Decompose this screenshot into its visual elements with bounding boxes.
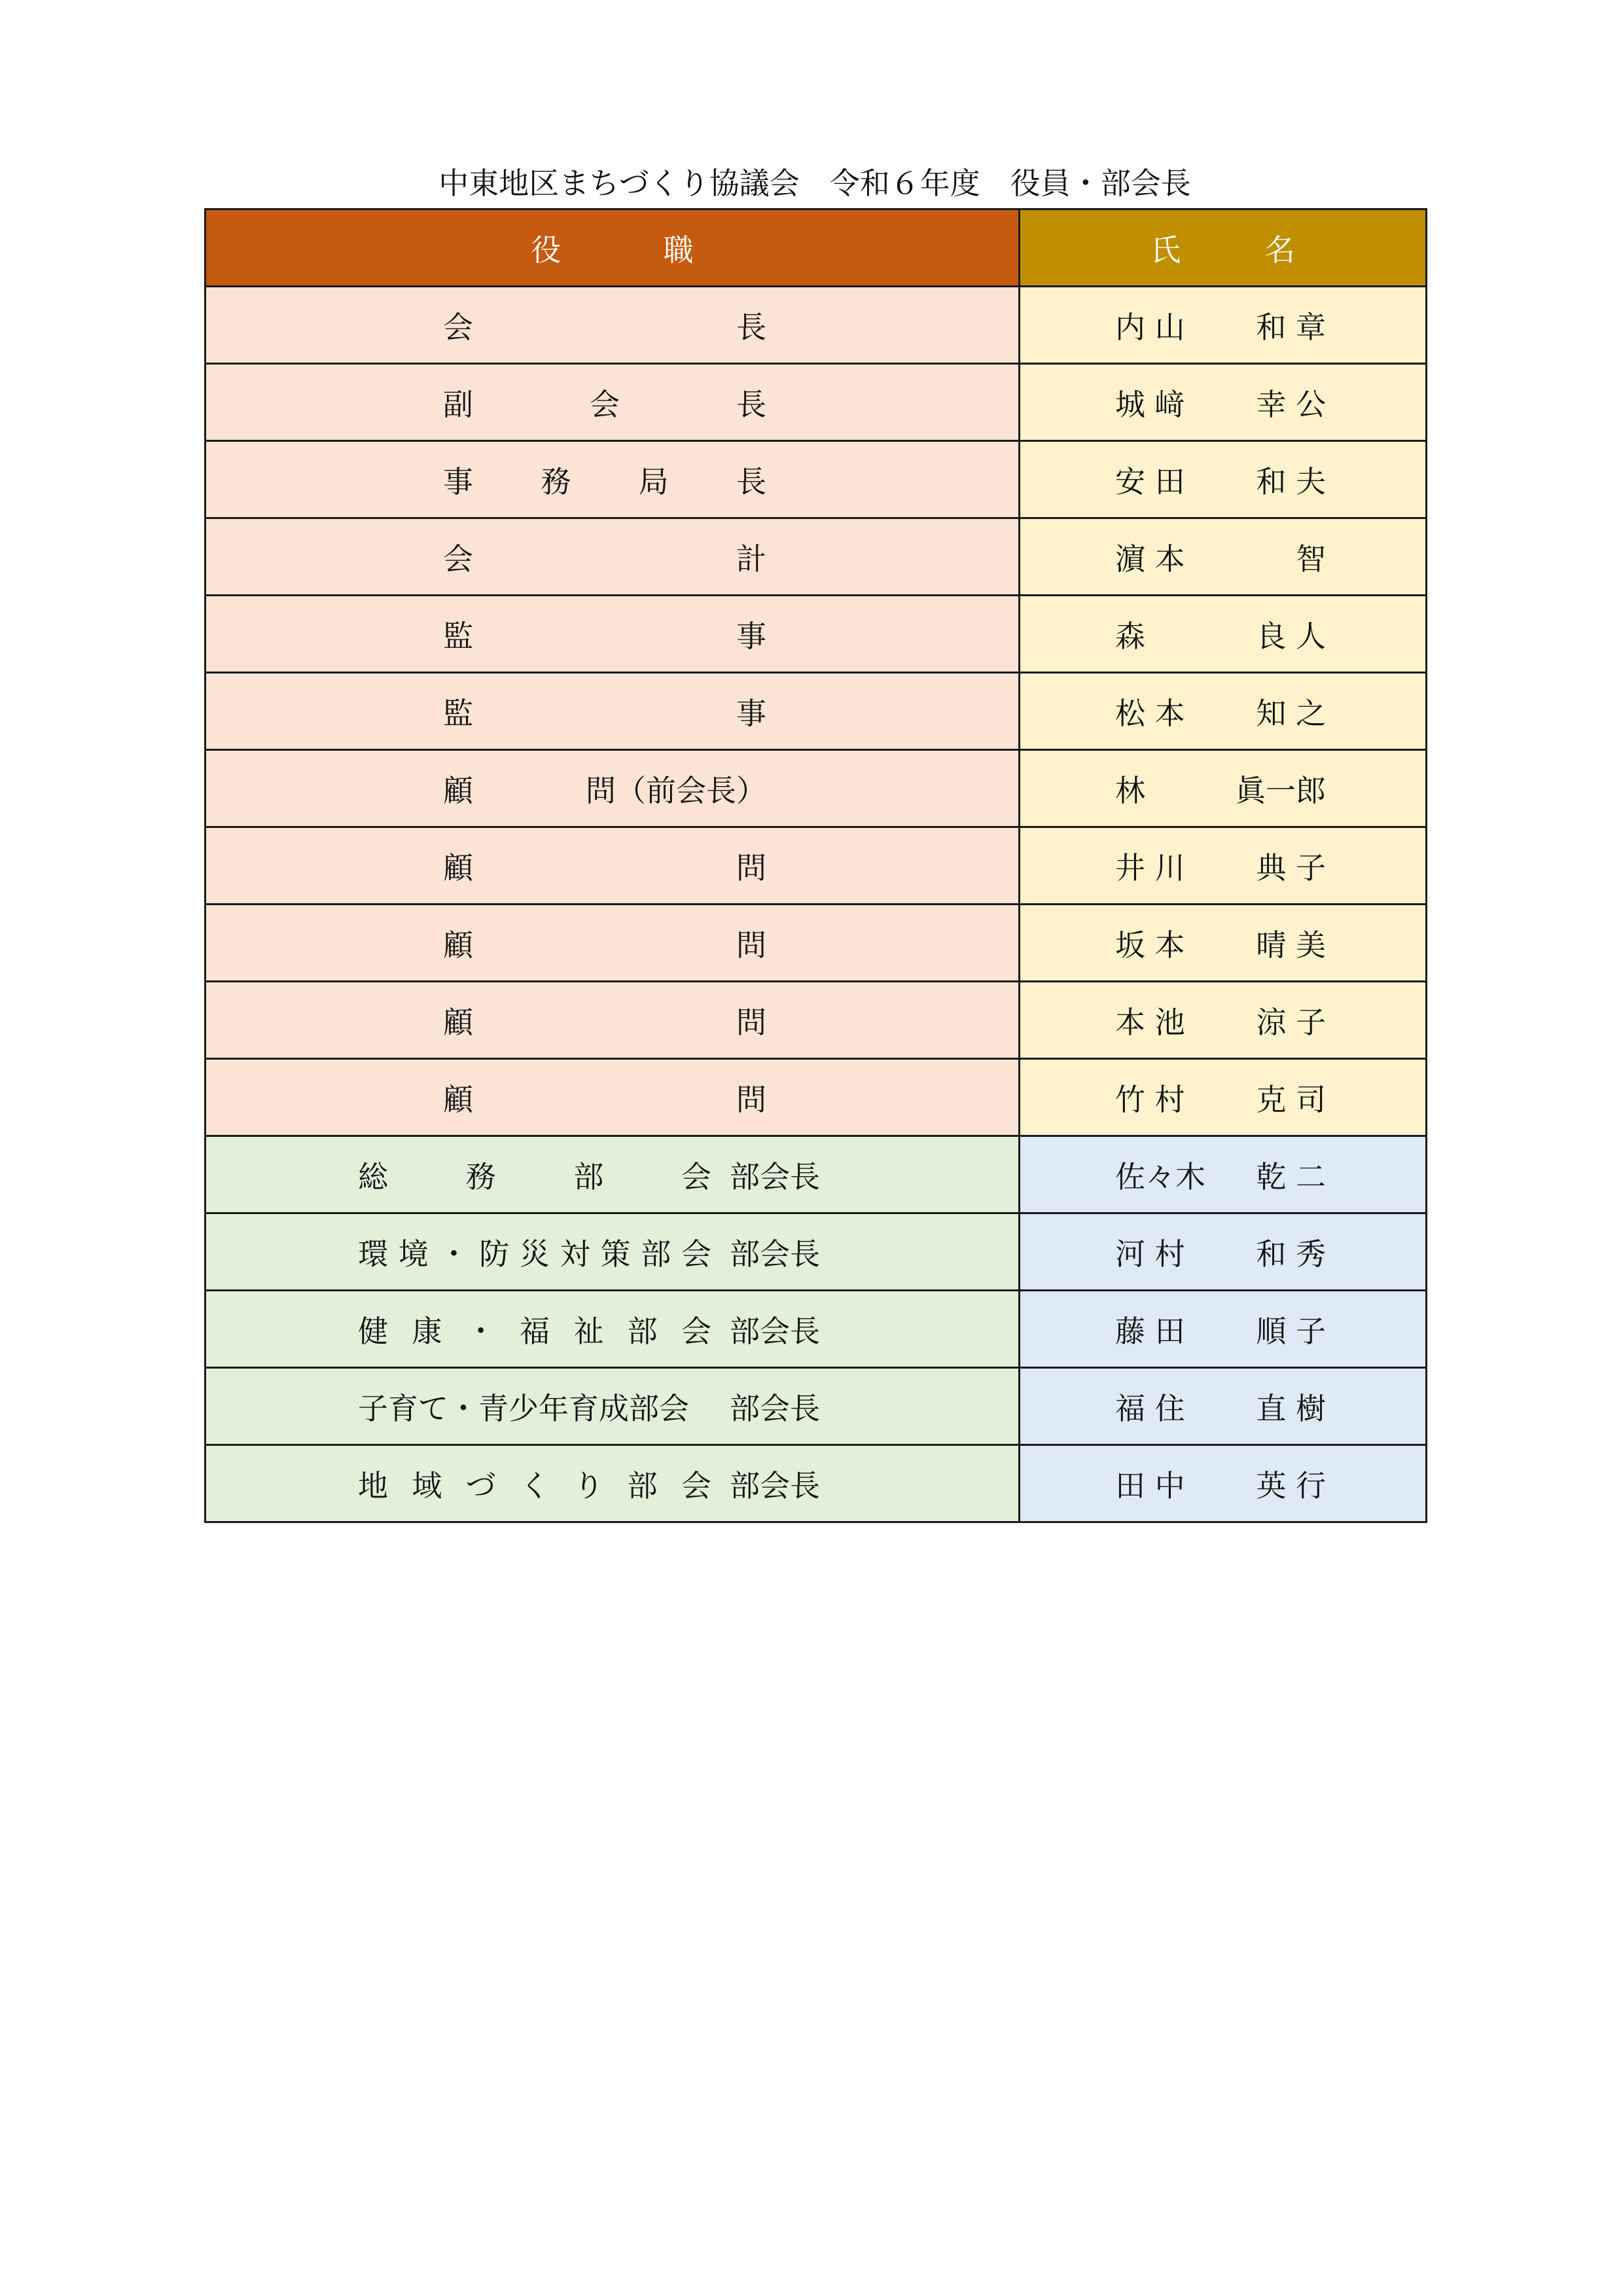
department-character: 会 xyxy=(681,1158,711,1194)
given-name: 克 司 xyxy=(1256,1081,1326,1117)
family-name: 田 中 xyxy=(1115,1467,1185,1503)
given-name: 典 子 xyxy=(1256,850,1326,886)
title-character: 局 xyxy=(638,463,669,499)
department-name xyxy=(358,1137,711,1212)
title-character: 副 xyxy=(443,386,473,422)
officer-title-cell xyxy=(205,905,1020,982)
department-character: 地 xyxy=(358,1467,388,1503)
officer-title-cell xyxy=(205,982,1020,1059)
officer-row xyxy=(205,827,1427,905)
department-character: 防 xyxy=(479,1236,510,1272)
title-container xyxy=(206,828,1018,903)
title-characters xyxy=(443,287,766,363)
department-character: 部 xyxy=(573,1158,604,1194)
title-character: 監 xyxy=(443,618,473,654)
title-character: 問 xyxy=(736,850,766,886)
title-container xyxy=(206,1446,1018,1521)
given-name: 和 秀 xyxy=(1256,1236,1326,1272)
department-character: 境 xyxy=(398,1236,429,1272)
department-character: 部 xyxy=(627,1313,658,1349)
name-container xyxy=(1020,828,1425,903)
department-name-cell xyxy=(1020,1445,1427,1522)
department-title-cell xyxy=(205,1291,1020,1368)
family-name: 竹 村 xyxy=(1115,1081,1185,1117)
officer-name-cell xyxy=(1020,364,1427,441)
name-container xyxy=(1020,751,1425,826)
title-character: 事 xyxy=(736,618,766,654)
title-character: 顧 xyxy=(443,927,473,963)
department-name-cell xyxy=(1020,1291,1427,1368)
officer-title-cell xyxy=(205,364,1020,441)
officer-name-cell xyxy=(1020,982,1427,1059)
department-character: 務 xyxy=(465,1158,496,1194)
department-character: 総 xyxy=(358,1158,388,1194)
given-name: 晴 美 xyxy=(1256,927,1326,963)
title-container xyxy=(206,673,1018,749)
name-container xyxy=(1020,365,1425,440)
department-name-cell xyxy=(1020,1213,1427,1291)
department-character: 康 xyxy=(412,1313,442,1349)
department-name-cell xyxy=(1020,1368,1427,1445)
department-head-label: 部会長 xyxy=(730,1158,820,1194)
title-character: 問 xyxy=(736,927,766,963)
title-container xyxy=(206,365,1018,440)
given-name: 英 行 xyxy=(1256,1467,1326,1503)
officer-name-cell xyxy=(1020,750,1427,827)
title-character: 顧 xyxy=(443,850,473,886)
officer-row xyxy=(205,441,1427,518)
department-head-label: 部会長 xyxy=(730,1236,820,1272)
department-character: 会 xyxy=(681,1467,711,1503)
title-character: 計 xyxy=(736,541,766,577)
title-container xyxy=(206,519,1018,594)
title-character: 会 xyxy=(443,541,473,577)
name-container xyxy=(1020,1291,1425,1367)
header-title-label: 役 職 xyxy=(531,232,730,268)
title-container xyxy=(206,1060,1018,1135)
officer-row xyxy=(205,364,1427,441)
given-name: 智 xyxy=(1296,541,1326,577)
title-characters xyxy=(443,1060,766,1135)
officers-table xyxy=(204,208,1427,1523)
department-head-label: 部会長 xyxy=(730,1313,820,1349)
given-name: 和 夫 xyxy=(1256,463,1326,499)
department-character: 会 xyxy=(681,1236,711,1272)
title-characters xyxy=(443,751,766,826)
officer-name-cell xyxy=(1020,287,1427,364)
family-name: 松 本 xyxy=(1115,695,1185,731)
title-container xyxy=(206,905,1018,980)
name-container xyxy=(1020,673,1425,749)
title-characters xyxy=(443,905,766,980)
officer-title-cell xyxy=(205,596,1020,673)
title-characters xyxy=(443,673,766,749)
title-container xyxy=(206,596,1018,672)
department-character: 策 xyxy=(600,1236,631,1272)
title-characters xyxy=(443,596,766,672)
department-name xyxy=(358,1291,711,1367)
officer-row xyxy=(205,673,1427,750)
family-name: 林 xyxy=(1115,772,1145,808)
department-character: 部 xyxy=(641,1236,671,1272)
family-name: 森 xyxy=(1115,618,1145,654)
family-name: 河 村 xyxy=(1115,1236,1185,1272)
department-row xyxy=(205,1445,1427,1522)
department-character: ・ xyxy=(465,1313,496,1349)
title-container xyxy=(206,982,1018,1058)
title-character: 長 xyxy=(736,386,766,422)
department-character: 域 xyxy=(412,1467,442,1503)
department-character: 環 xyxy=(358,1236,388,1272)
title-characters xyxy=(443,365,766,440)
family-name: 城 﨑 xyxy=(1115,386,1185,422)
department-character: 会 xyxy=(681,1313,711,1349)
family-name: 福 住 xyxy=(1115,1390,1185,1426)
officer-name-cell xyxy=(1020,1059,1427,1136)
title-container xyxy=(206,442,1018,517)
given-name: 良 人 xyxy=(1256,618,1326,654)
department-character: り xyxy=(573,1467,604,1503)
family-name: 坂 本 xyxy=(1115,927,1185,963)
title-character: 務 xyxy=(541,463,571,499)
title-character: 顧 xyxy=(443,1081,473,1117)
title-container xyxy=(206,1369,1018,1444)
name-container xyxy=(1020,442,1425,517)
department-head-label: 部会長 xyxy=(730,1467,820,1503)
department-row xyxy=(205,1291,1427,1368)
department-name-cell xyxy=(1020,1136,1427,1213)
title-characters xyxy=(443,828,766,903)
given-name: 直 樹 xyxy=(1256,1390,1326,1426)
officer-title-cell xyxy=(205,673,1020,750)
officer-name-cell xyxy=(1020,905,1427,982)
department-head-label: 部会長 xyxy=(730,1390,820,1426)
department-character: 災 xyxy=(520,1236,550,1272)
family-name: 藤 田 xyxy=(1115,1313,1185,1349)
title-character: 会 xyxy=(590,386,620,422)
title-character: 顧 xyxy=(443,772,473,808)
department-character: 対 xyxy=(560,1236,590,1272)
department-title-cell xyxy=(205,1368,1020,1445)
family-name: 佐々木 xyxy=(1115,1158,1205,1194)
name-container xyxy=(1020,287,1425,363)
name-container xyxy=(1020,1369,1425,1444)
department-title-cell xyxy=(205,1445,1020,1522)
officer-row xyxy=(205,287,1427,364)
department-character: ・ xyxy=(438,1236,469,1272)
title-container xyxy=(206,1291,1018,1367)
name-container xyxy=(1020,596,1425,672)
title-container xyxy=(206,1214,1018,1289)
department-row xyxy=(205,1213,1427,1291)
officer-row xyxy=(205,905,1427,982)
document-title: 中東地区まちづくり協議会 令和６年度 役員・部会長 xyxy=(438,166,1191,201)
officer-title-cell xyxy=(205,827,1020,905)
title-characters xyxy=(443,442,766,517)
title-container xyxy=(206,287,1018,363)
given-name: 涼 子 xyxy=(1256,1004,1326,1040)
officer-name-cell xyxy=(1020,673,1427,750)
table-header-row xyxy=(205,209,1427,287)
name-container xyxy=(1020,1137,1425,1212)
department-row xyxy=(205,1368,1427,1445)
officer-name-cell xyxy=(1020,441,1427,518)
title-character: 問 xyxy=(736,1081,766,1117)
department-name xyxy=(358,1214,711,1289)
officer-row xyxy=(205,518,1427,596)
name-container xyxy=(1020,1446,1425,1521)
title-character: 事 xyxy=(736,695,766,731)
department-character: 祉 xyxy=(573,1313,604,1349)
department-character: 子育て・青少年育成部会 xyxy=(358,1390,689,1426)
title-characters xyxy=(443,519,766,594)
officer-name-cell xyxy=(1020,596,1427,673)
department-character: 健 xyxy=(358,1313,388,1349)
given-name: 和 章 xyxy=(1256,309,1326,345)
department-name xyxy=(358,1369,711,1444)
header-name-label: 氏 名 xyxy=(1150,232,1323,268)
officer-title-cell xyxy=(205,287,1020,364)
title-character: 会 xyxy=(443,309,473,345)
family-name: 安 田 xyxy=(1115,463,1185,499)
title-character: 事 xyxy=(443,463,473,499)
title-character: 監 xyxy=(443,695,473,731)
title-container xyxy=(206,751,1018,826)
family-name: 濵 本 xyxy=(1115,541,1185,577)
department-title-cell xyxy=(205,1213,1020,1291)
department-name xyxy=(358,1446,711,1521)
department-title-cell xyxy=(205,1136,1020,1213)
family-name: 井 川 xyxy=(1115,850,1185,886)
officer-row xyxy=(205,596,1427,673)
name-container xyxy=(1020,982,1425,1058)
title-container xyxy=(206,1137,1018,1212)
department-character: く xyxy=(519,1467,550,1503)
header-name-column xyxy=(1020,209,1427,287)
officer-title-cell xyxy=(205,1059,1020,1136)
given-name: 幸 公 xyxy=(1256,386,1326,422)
department-character: 部 xyxy=(627,1467,658,1503)
name-container xyxy=(1020,519,1425,594)
officer-name-cell xyxy=(1020,827,1427,905)
given-name: 眞一郎 xyxy=(1236,772,1326,808)
given-name: 知 之 xyxy=(1256,695,1326,731)
title-character: 長 xyxy=(736,463,766,499)
name-container xyxy=(1020,1060,1425,1135)
officer-name-cell xyxy=(1020,518,1427,596)
family-name: 本 池 xyxy=(1115,1004,1185,1040)
officer-title-cell xyxy=(205,441,1020,518)
name-container xyxy=(1020,1214,1425,1289)
title-character: 問（前会長） xyxy=(586,772,766,808)
department-row xyxy=(205,1136,1427,1213)
officer-row xyxy=(205,1059,1427,1136)
header-title-column xyxy=(205,209,1020,287)
officer-row xyxy=(205,750,1427,827)
department-character: づ xyxy=(465,1467,496,1503)
officer-title-cell xyxy=(205,518,1020,596)
given-name: 乾 二 xyxy=(1256,1158,1326,1194)
title-character: 顧 xyxy=(443,1004,473,1040)
title-character: 長 xyxy=(736,309,766,345)
title-characters xyxy=(443,982,766,1058)
title-character: 問 xyxy=(736,1004,766,1040)
officer-title-cell xyxy=(205,750,1020,827)
officer-row xyxy=(205,982,1427,1059)
family-name: 内 山 xyxy=(1115,309,1185,345)
given-name: 順 子 xyxy=(1256,1313,1326,1349)
name-container xyxy=(1020,905,1425,980)
department-character: 福 xyxy=(519,1313,550,1349)
